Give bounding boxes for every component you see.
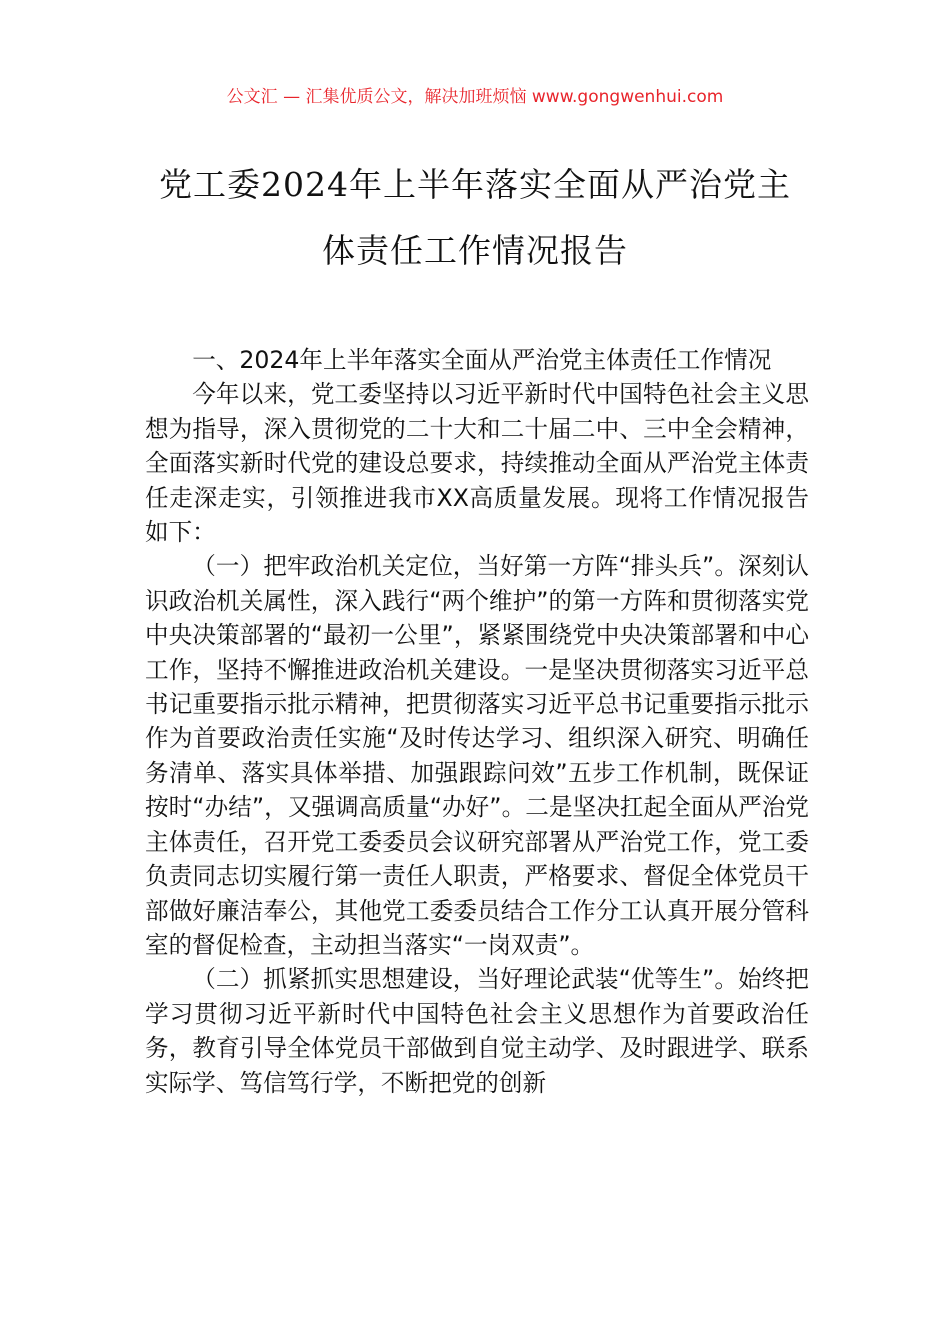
document-title <box>145 152 805 284</box>
title-line-1: 党工委2024年上半年落实全面从严治党主 <box>159 165 791 204</box>
item-1-paragraph: （一）把牢政治机关定位，当好第一方阵“排头兵”。深刻认识政治机关属性，深入践行“两个维护”的第一方阵和贯彻落实党中央决策部署的“最初一公里”，紧紧围绕党中央决策部署和中心工作，坚持不懈推进政治机关建设。一是坚决贯彻落实习近平总书记重要指示批示精神，把贯彻落实习近平总书记重要指示批示作为首要政治责任实施“及时传达学习、组织深入研究、明确任务清单、落实具体举措、加强跟踪问效”五步工作机制，既保证按时“办结”，又强调高质量“办好”。二是坚决扛起全面从严治党主体责任，召开党工委委员会议研究部署从严治党工作，党工委负责同志切实履行第一责任人职责，严格要求、督促全体党员干部做好廉洁奉公，其他党工委委员结合工作分工认真开展分管科室的督促检查，主动担当落实“一岗双责”。 <box>145 552 809 959</box>
document-body <box>145 343 809 1100</box>
section-heading: 一、2024年上半年落实全面从严治党主体责任工作情况 <box>192 346 772 374</box>
intro-paragraph: 今年以来，党工委坚持以习近平新时代中国特色社会主义思想为指导，深入贯彻党的二十大和二十届二中、三中全会精神，全面落实新时代党的建设总要求，持续推动全面从严治党主体责任走深走实，引领推进我市XX高质量发展。现将工作情况报告如下： <box>145 380 809 547</box>
item-2-paragraph: （二）抓紧抓实思想建设，当好理论武装“优等生”。始终把学习贯彻习近平新时代中国特色社会主义思想作为首要政治任务，教育引导全体党员干部做到自觉主动学、及时跟进学、联系实际学、笃信笃行学，不断把党的创新 <box>145 965 809 1097</box>
site-banner[interactable]: 公文汇 — 汇集优质公文，解决加班烦恼 www.gongwenhui.com <box>226 87 724 107</box>
title-line-2: 体责任工作情况报告 <box>322 231 628 270</box>
